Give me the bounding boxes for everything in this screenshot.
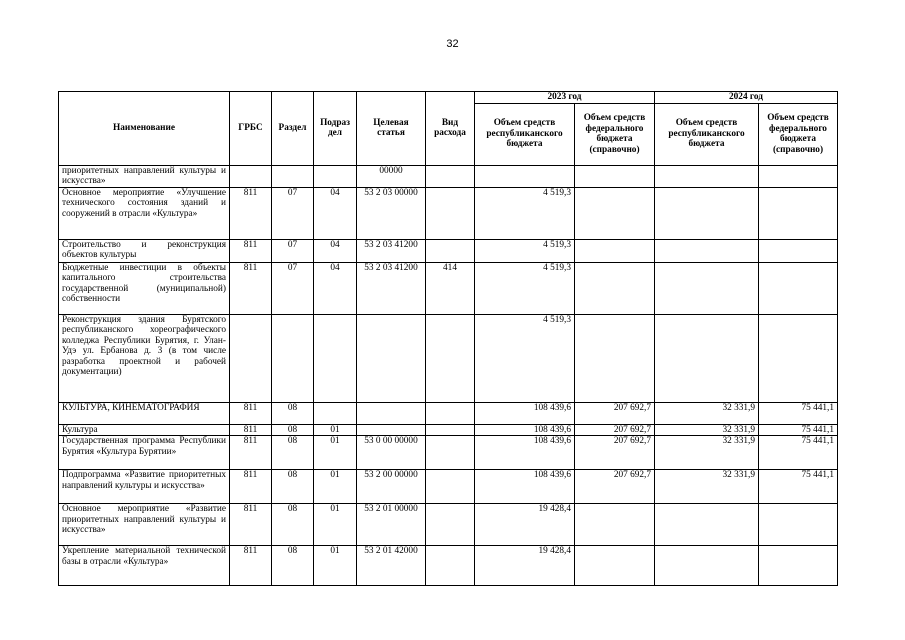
expense-type-cell (426, 546, 475, 586)
name-cell: Строительство и реконструкция объектов культуры (59, 239, 230, 262)
name-cell: Культура (59, 424, 230, 436)
target-cell: 53 2 03 00000 (357, 187, 426, 239)
grbs-cell (230, 314, 272, 402)
target-cell (357, 424, 426, 436)
table-row (59, 402, 838, 424)
grbs-cell: 811 (230, 436, 272, 470)
fed-budget-2024-cell (759, 546, 838, 586)
name-cell: Укрепление материальной технической базы в отрасли «Культура» (59, 546, 230, 586)
header-target: Целевая статья (357, 92, 426, 166)
fed-budget-2024-cell (759, 314, 838, 402)
expense-type-cell (426, 239, 475, 262)
podrazdel-cell: 01 (314, 546, 357, 586)
target-cell: 53 0 00 00000 (357, 436, 426, 470)
rep-budget-2023-cell: 108 439,6 (475, 402, 575, 424)
razdel-cell: 07 (272, 239, 314, 262)
rep-budget-2023-cell: 108 439,6 (475, 470, 575, 504)
rep-budget-2024-cell: 32 331,9 (655, 436, 759, 470)
table-row (59, 470, 838, 504)
expense-type-cell (426, 314, 475, 402)
name-cell: Бюджетные инвестиции в объекты капитального строительства государственной (муниципальной) собственности (59, 262, 230, 314)
fed-budget-2024-cell: 75 441,1 (759, 470, 838, 504)
podrazdel-cell: 04 (314, 262, 357, 314)
header-fed-budget-2023: Объем средств федерального бюджета (справочно) (575, 103, 655, 165)
budget-table (58, 91, 838, 586)
fed-budget-2023-cell (575, 546, 655, 586)
table-row (59, 187, 838, 239)
razdel-cell: 07 (272, 187, 314, 239)
grbs-cell (230, 165, 272, 187)
fed-budget-2023-cell (575, 262, 655, 314)
fed-budget-2024-cell (759, 165, 838, 187)
fed-budget-2023-cell: 207 692,7 (575, 424, 655, 436)
table-row (59, 165, 838, 187)
table-row (59, 314, 838, 402)
podrazdel-cell: 04 (314, 187, 357, 239)
expense-type-cell: 414 (426, 262, 475, 314)
table-row (59, 262, 838, 314)
grbs-cell: 811 (230, 402, 272, 424)
table-row (59, 436, 838, 470)
rep-budget-2024-cell (655, 187, 759, 239)
header-year-2024: 2024 год (655, 92, 838, 104)
expense-type-cell (426, 165, 475, 187)
grbs-cell: 811 (230, 239, 272, 262)
table-row (59, 546, 838, 586)
grbs-cell: 811 (230, 424, 272, 436)
podrazdel-cell: 01 (314, 504, 357, 546)
name-cell: КУЛЬТУРА, КИНЕМАТОГРАФИЯ (59, 402, 230, 424)
fed-budget-2023-cell (575, 239, 655, 262)
target-cell: 00000 (357, 165, 426, 187)
target-cell: 53 2 01 00000 (357, 504, 426, 546)
razdel-cell (272, 314, 314, 402)
fed-budget-2024-cell (759, 504, 838, 546)
name-cell: Реконструкция здания Бурятского республиканского хореографического колледжа Республики Бурятия, г. Улан-Удэ ул. Ербанова д. 3 (в том числе разработка проектной и рабочей документации) (59, 314, 230, 402)
name-cell: Основное мероприятие «Улучшение технического состояния зданий и сооружений в отрасли «Культура» (59, 187, 230, 239)
fed-budget-2024-cell (759, 187, 838, 239)
table-body (59, 165, 838, 586)
header-expense-type: Вид расхода (426, 92, 475, 166)
table-row (59, 504, 838, 546)
target-cell (357, 402, 426, 424)
fed-budget-2023-cell (575, 504, 655, 546)
fed-budget-2023-cell: 207 692,7 (575, 470, 655, 504)
expense-type-cell (426, 504, 475, 546)
expense-type-cell (426, 436, 475, 470)
fed-budget-2023-cell: 207 692,7 (575, 402, 655, 424)
rep-budget-2023-cell: 19 428,4 (475, 546, 575, 586)
name-cell: Государственная программа Республики Бурятия «Культура Бурятии» (59, 436, 230, 470)
header-grbs: ГРБС (230, 92, 272, 166)
rep-budget-2024-cell: 32 331,9 (655, 424, 759, 436)
fed-budget-2024-cell (759, 262, 838, 314)
grbs-cell: 811 (230, 504, 272, 546)
name-cell: приоритетных направлений культуры и искусства» (59, 165, 230, 187)
header-rep-budget-2024: Объем средств республиканского бюджета (655, 103, 759, 165)
razdel-cell: 08 (272, 470, 314, 504)
rep-budget-2023-cell: 108 439,6 (475, 424, 575, 436)
table-row (59, 239, 838, 262)
rep-budget-2024-cell: 32 331,9 (655, 402, 759, 424)
expense-type-cell (426, 402, 475, 424)
grbs-cell: 811 (230, 187, 272, 239)
grbs-cell: 811 (230, 470, 272, 504)
fed-budget-2023-cell: 207 692,7 (575, 436, 655, 470)
target-cell (357, 314, 426, 402)
podrazdel-cell: 01 (314, 470, 357, 504)
podrazdel-cell (314, 402, 357, 424)
podrazdel-cell (314, 165, 357, 187)
rep-budget-2024-cell (655, 165, 759, 187)
fed-budget-2024-cell: 75 441,1 (759, 424, 838, 436)
fed-budget-2024-cell: 75 441,1 (759, 436, 838, 470)
razdel-cell: 08 (272, 504, 314, 546)
expense-type-cell (426, 470, 475, 504)
rep-budget-2023-cell: 4 519,3 (475, 239, 575, 262)
rep-budget-2023-cell: 4 519,3 (475, 187, 575, 239)
grbs-cell: 811 (230, 546, 272, 586)
fed-budget-2024-cell: 75 441,1 (759, 402, 838, 424)
rep-budget-2024-cell (655, 504, 759, 546)
rep-budget-2024-cell (655, 314, 759, 402)
podrazdel-cell (314, 314, 357, 402)
target-cell: 53 2 00 00000 (357, 470, 426, 504)
rep-budget-2024-cell (655, 239, 759, 262)
grbs-cell: 811 (230, 262, 272, 314)
fed-budget-2023-cell (575, 187, 655, 239)
razdel-cell: 07 (272, 262, 314, 314)
rep-budget-2024-cell: 32 331,9 (655, 470, 759, 504)
header-name: Наименование (59, 92, 230, 166)
fed-budget-2024-cell (759, 239, 838, 262)
fed-budget-2023-cell (575, 165, 655, 187)
target-cell: 53 2 01 42000 (357, 546, 426, 586)
page-number: 32 (446, 38, 459, 50)
target-cell: 53 2 03 41200 (357, 239, 426, 262)
razdel-cell: 08 (272, 546, 314, 586)
header-rep-budget-2023: Объем средств республиканского бюджета (475, 103, 575, 165)
name-cell: Подпрограмма «Развитие приоритетных направлений культуры и искусства» (59, 470, 230, 504)
expense-type-cell (426, 187, 475, 239)
table-row (59, 424, 838, 436)
razdel-cell (272, 165, 314, 187)
rep-budget-2024-cell (655, 546, 759, 586)
razdel-cell: 08 (272, 436, 314, 470)
header-fed-budget-2024: Объем средств федерального бюджета (справочно) (759, 103, 838, 165)
target-cell: 53 2 03 41200 (357, 262, 426, 314)
rep-budget-2023-cell: 4 519,3 (475, 314, 575, 402)
rep-budget-2023-cell: 108 439,6 (475, 436, 575, 470)
podrazdel-cell: 01 (314, 424, 357, 436)
name-cell: Основное мероприятие «Развитие приоритетных направлений культуры и искусства» (59, 504, 230, 546)
razdel-cell: 08 (272, 424, 314, 436)
rep-budget-2023-cell: 4 519,3 (475, 262, 575, 314)
rep-budget-2024-cell (655, 262, 759, 314)
rep-budget-2023-cell (475, 165, 575, 187)
razdel-cell: 08 (272, 402, 314, 424)
header-podrazdel: Подраз дел (314, 92, 357, 166)
header-razdel: Раздел (272, 92, 314, 166)
expense-type-cell (426, 424, 475, 436)
podrazdel-cell: 04 (314, 239, 357, 262)
rep-budget-2023-cell: 19 428,4 (475, 504, 575, 546)
fed-budget-2023-cell (575, 314, 655, 402)
podrazdel-cell: 01 (314, 436, 357, 470)
header-year-2023: 2023 год (475, 92, 655, 104)
